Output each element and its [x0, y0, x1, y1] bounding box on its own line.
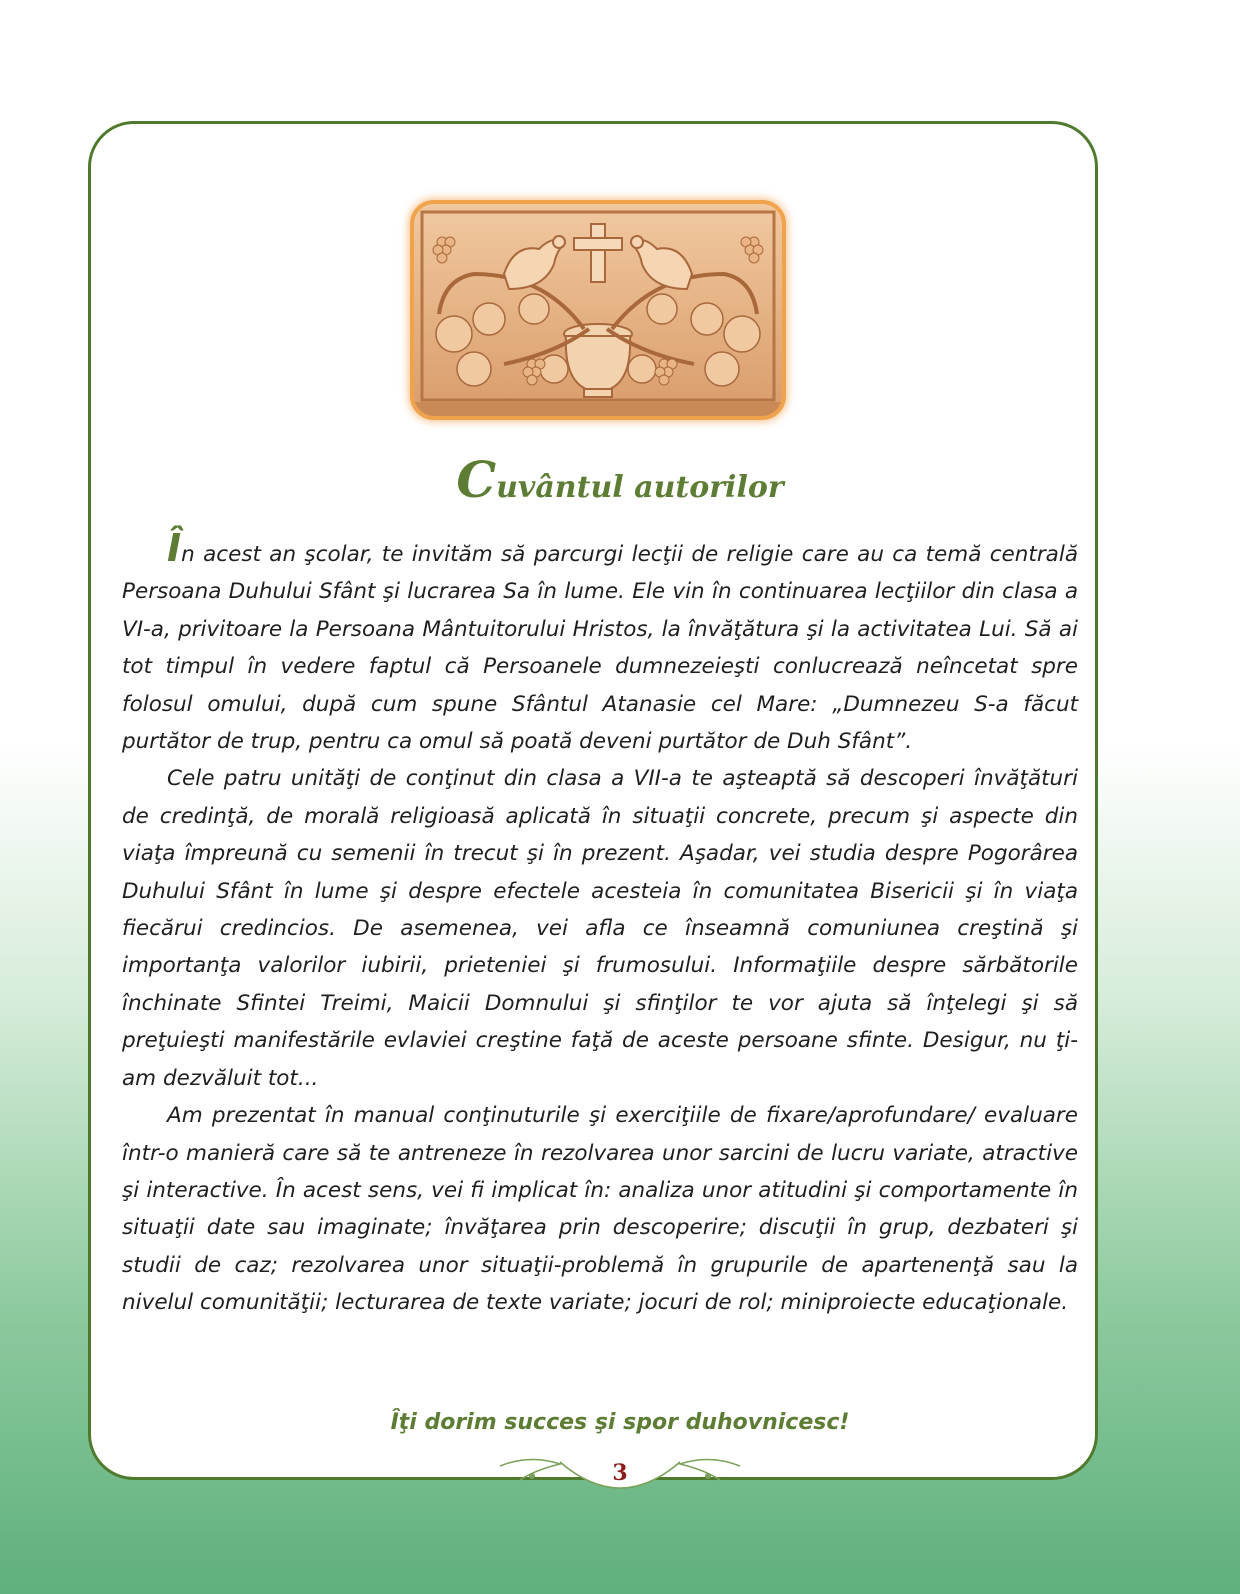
relief-illustration: [414, 204, 782, 416]
paragraph-1: [122, 526, 1078, 760]
page-number-ornament: [490, 1452, 750, 1504]
closing-line: Îţi dorim succes şi spor duhovnicesc!: [390, 1410, 850, 1435]
title-rest: uvântul autorilor: [496, 470, 784, 505]
paragraph-3: Am prezentat în manual conţinuturile şi exerciţiile de fixare/aprofundare/ evaluare într-o manieră care să te antreneze în rezolvarea unor sarcini de lucru variate, atractive şi interactive. În acest sens, vei fi implicat în: analiza unor atitudini şi comportamente în situaţii date sau imaginate; învăţarea prin descoperire; discuţii în grup, dezbateri şi studii de caz; rezolvarea unor situaţii-problemă în grupurile de apartenenţă sau la nivelul comunităţii; lecturarea de texte variate; jocuri de rol; miniproiecte educaţionale.: [122, 1103, 1078, 1316]
drop-cap: Î: [167, 526, 182, 570]
body-text: [122, 526, 1078, 1322]
title-first-letter: C: [456, 450, 497, 509]
page-number: 3: [612, 1460, 628, 1486]
carved-relief-image: [410, 200, 786, 420]
page-title: [0, 450, 1240, 509]
paragraph-1-text: n acest an şcolar, te invităm să parcurgi lecţii de religie care au ca temă centrală Persoana Duhului Sfânt şi lucrarea Sa în lume. Ele vin în continuarea lecţiilor din clasa a VI-a, privitoare la Persoana Mântuitorului Hristos, la învăţătura şi la activitatea Lui. Să ai tot timpul în vedere faptul că Persoanele dumnezeieşti conlucrează neîncetat spre folosul omului, după cum spune Sfântul Atanasie cel Mare: „Dumnezeu S-a făcut purtător de trup, pentru ca omul să poată deveni purtător de Duh Sfânt”.: [122, 542, 1078, 755]
paragraph-2: Cele patru unităţi de conţinut din clasa a VII-a te aşteaptă să descoperi învăţături de credinţă, de morală religioasă aplicată în situaţii concrete, precum şi aspecte din viaţa împreună cu semenii în trecut şi în prezent. Aşadar, vei studia despre Pogorârea Duhului Sfânt în lume şi despre efectele acesteia în comunitatea Bisericii şi în viaţa fiecărui credincios. De asemenea, vei afla ce înseamnă comuniunea creştină şi importanţa valorilor iubirii, prieteniei şi frumosului. Informaţiile despre sărbătorile închinate Sfintei Treimi, Maicii Domnului şi sfinţilor te vor ajuta să înţelegi şi să preţuieşti manifestările evlaviei creştine faţă de aceste persoane sfinte. Desigur, nu ţi-am dezvăluit tot...: [122, 766, 1078, 1091]
